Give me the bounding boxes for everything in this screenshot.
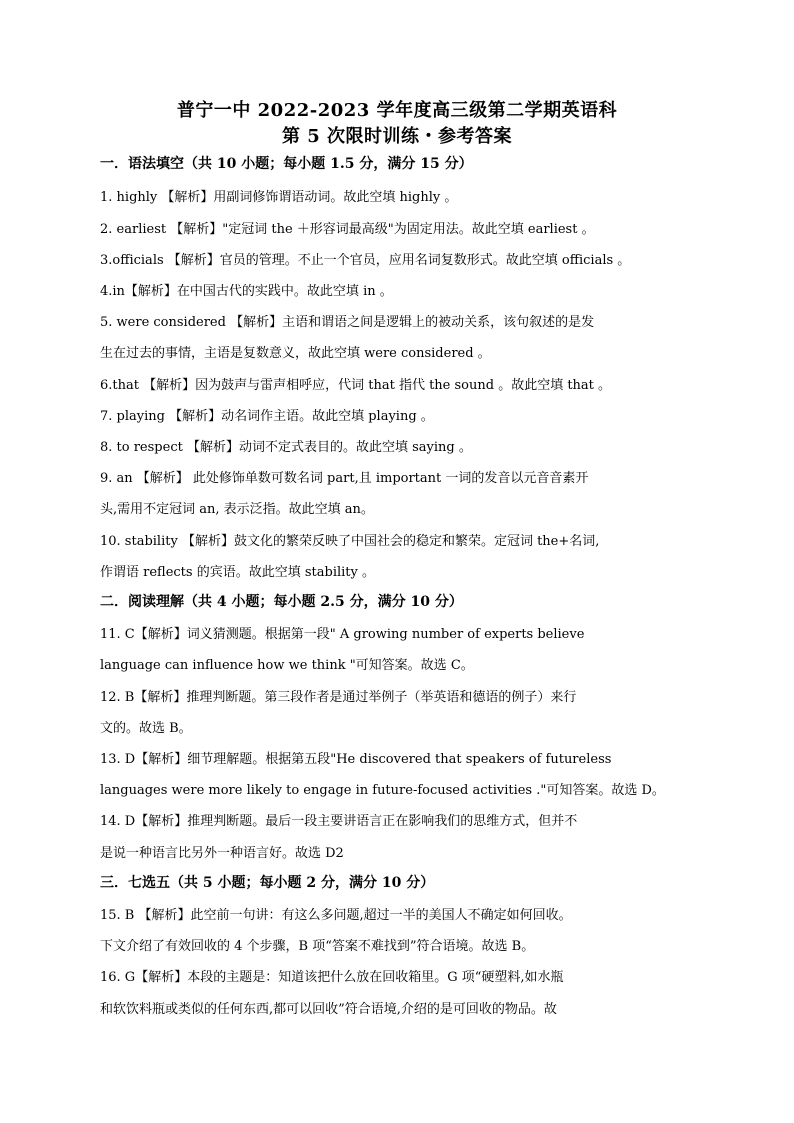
answer-line: languages were more likely to engage in future-focused activities ."可知答案。故选 D。 (100, 783, 665, 798)
answer-line: language can influence how we think "可知答案。故选 C。 (100, 658, 474, 673)
answer-line: 9. an 【解析】 此处修饰单数可数名词 part,且 important 一词的发音以元音音素开 (100, 471, 589, 486)
section-heading-grammar: 一．语法填空（共 10 小题；每小题 1.5 分，满分 15 分） (100, 156, 473, 172)
page-subtitle: 第 5 次限时训练・参考答案 (281, 126, 513, 147)
answer-line: 作谓语 reflects 的宾语。故此空填 stability 。 (100, 565, 375, 580)
answer-line: 3.officials 【解析】官员的管理。不止一个官员，应用名词复数形式。故此空填 officials 。 (100, 253, 631, 268)
answer-line: 15. B 【解析】此空前一句讲：有这么多问题,超过一半的美国人不确定如何回收。 (100, 908, 572, 923)
answer-line: 1. highly 【解析】用副词修饰谓语动词。故此空填 highly 。 (100, 190, 458, 205)
answer-line: 文的。故选 B。 (100, 721, 192, 736)
answer-line: 8. to respect 【解析】动词不定式表目的。故此空填 saying 。 (100, 440, 472, 455)
answer-line: 11. C【解析】词义猜测题。根据第一段" A growing number of experts believe (100, 627, 585, 642)
answer-line: 14. D【解析】推理判断题。最后一段主要讲语言正在影响我们的思维方式，但并不 (100, 814, 578, 829)
answer-line: 和软饮料瓶或类似的任何东西,都可以回收”符合语境,介绍的是可回收的物品。故 (100, 1002, 557, 1017)
answer-line: 7. playing 【解析】动名词作主语。故此空填 playing 。 (100, 409, 434, 424)
answer-line: 13. D【解析】细节理解题。根据第五段"He discovered that speakers of futureless (100, 752, 612, 767)
answer-line: 12. B【解析】推理判断题。第三段作者是通过举例子（举英语和德语的例子）来行 (100, 690, 577, 705)
answer-line: 16. G【解析】本段的主题是：知道该把什么放在回收箱里。G 项“硬塑料,如水瓶 (100, 970, 564, 985)
section-heading-reading: 二．阅读理解（共 4 小题；每小题 2.5 分，满分 10 分） (100, 594, 463, 610)
answer-line: 4.in【解析】在中国古代的实践中。故此空填 in 。 (100, 284, 393, 299)
answer-line: 下文介绍了有效回收的 4 个步骤，B 项“答案不难找到”符合语境。故选 B。 (100, 939, 535, 954)
answer-line: 10. stability 【解析】鼓文化的繁荣反映了中国社会的稳定和繁荣。定冠词 the+名词, (100, 534, 600, 549)
answer-line: 2. earliest 【解析】"定冠词 the ＋形容词最高级"为固定用法。故此空填 earliest 。 (100, 222, 595, 237)
page-title: 普宁一中 2022-2023 学年度高三级第二学期英语科 (176, 100, 618, 121)
answer-line: 头,需用不定冠词 an, 表示泛指。故此空填 an。 (100, 502, 374, 517)
answer-line: 5. were considered 【解析】主语和谓语之间是逻辑上的被动关系，该句叙述的是发 (100, 315, 595, 330)
section-heading-seven-choose-five: 三．七选五（共 5 小题；每小题 2 分，满分 10 分） (100, 875, 435, 891)
answer-line: 生在过去的事情，主语是复数意义，故此空填 were considered 。 (100, 346, 491, 361)
answer-line: 6.that 【解析】因为鼓声与雷声相呼应，代词 that 指代 the sound 。故此空填 that 。 (100, 378, 612, 393)
answer-line: 是说一种语言比另外一种语言好。故选 D2 (100, 846, 344, 861)
